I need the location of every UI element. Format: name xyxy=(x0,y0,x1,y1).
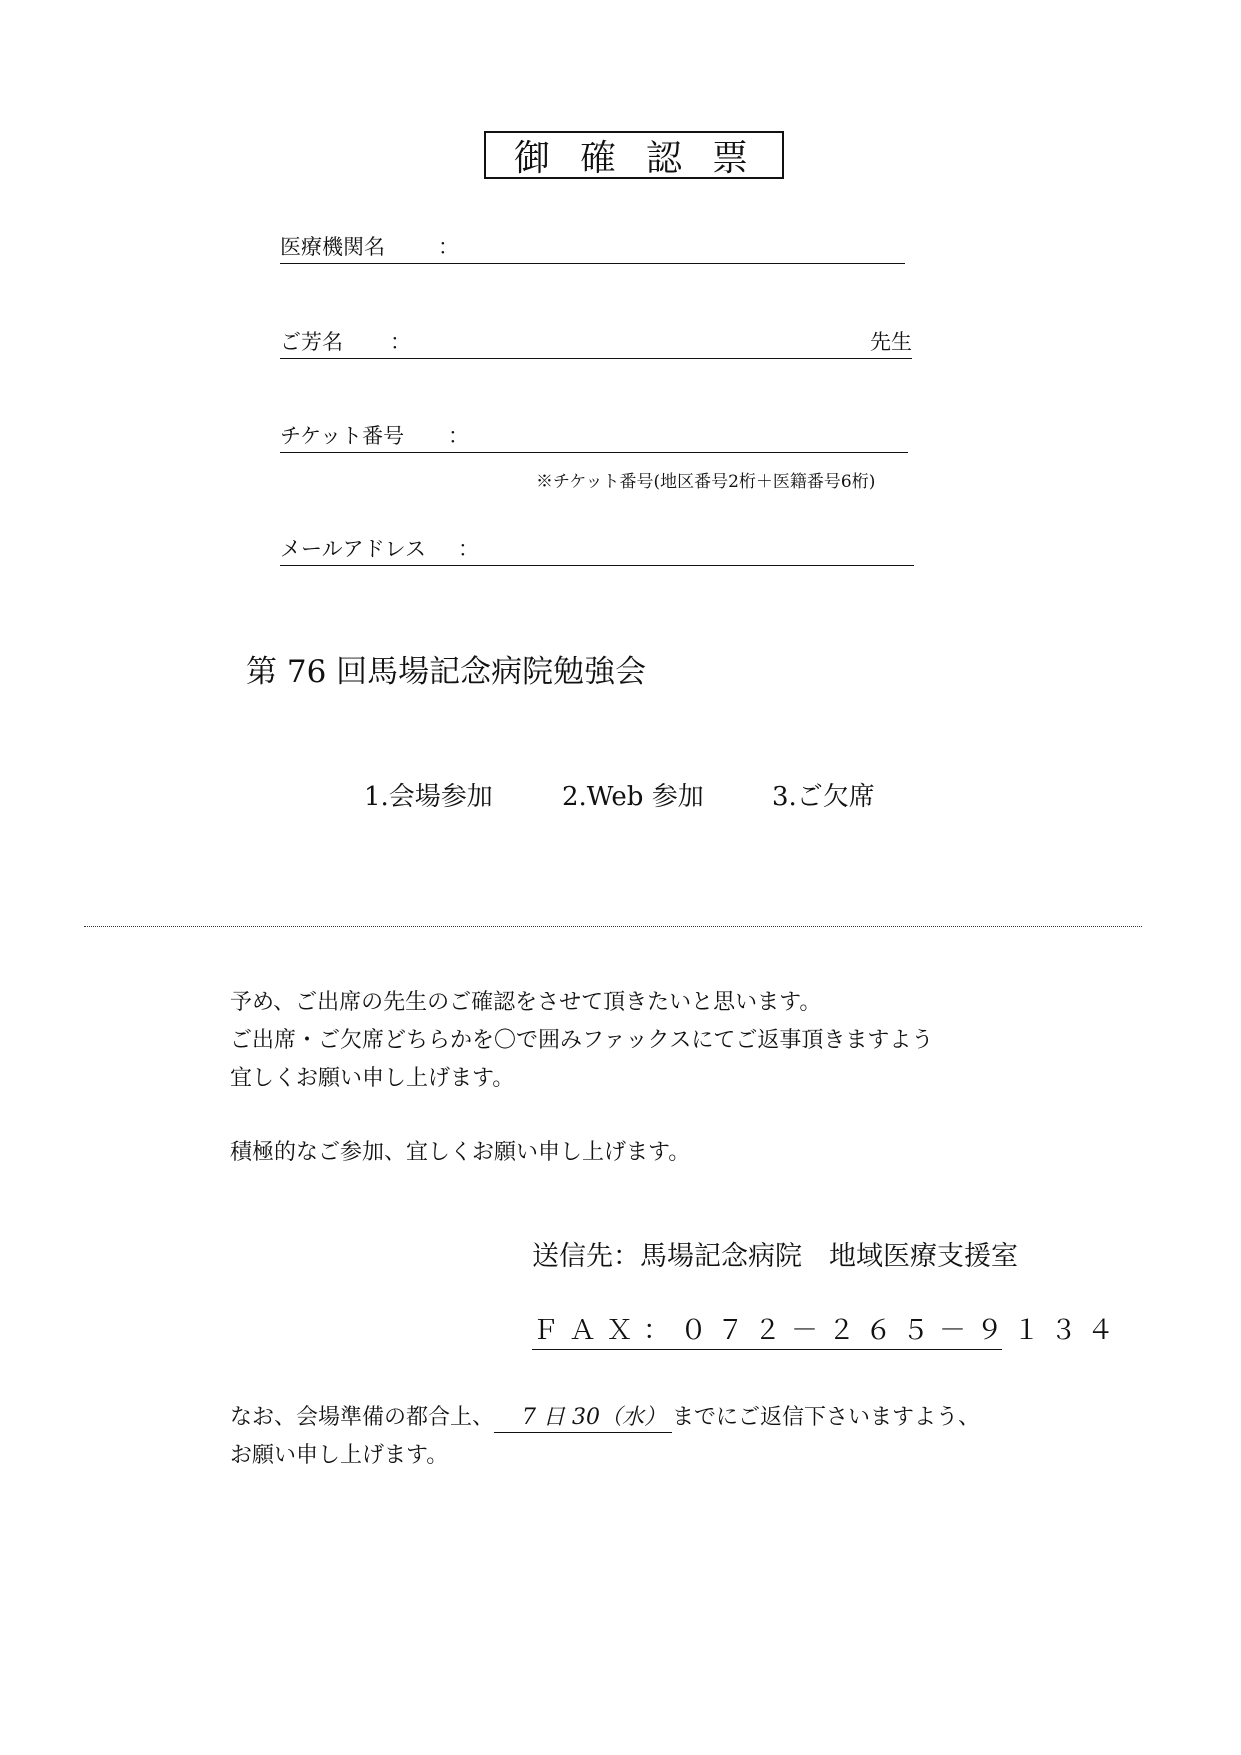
deadline-date: 7 日 30（水） xyxy=(494,1404,672,1433)
cut-line-divider xyxy=(84,926,1142,927)
option-absent[interactable]: 3.ご欠席 xyxy=(772,782,875,812)
name-field[interactable] xyxy=(280,330,912,359)
ticket-field[interactable] xyxy=(280,424,908,453)
fax-number: ＦＡＸ：０７２－２６５－９１３４ xyxy=(532,1308,1002,1350)
body-line-3: 宜しくお願い申し上げます。 xyxy=(230,1066,515,1091)
body-line-4: 積極的なご参加、宜しくお願い申し上げます。 xyxy=(230,1140,691,1165)
name-suffix: 先生 xyxy=(870,330,912,354)
option-web[interactable]: 2.Web 参加 xyxy=(562,782,704,812)
institution-label: 医療機関名 xyxy=(280,235,385,259)
event-title: 第 76 回馬場記念病院勉強会 xyxy=(246,654,647,690)
name-colon: ： xyxy=(390,330,411,354)
body-line-1: 予め、ご出席の先生のご確認をさせて頂きたいと思います。 xyxy=(230,990,822,1015)
institution-field[interactable] xyxy=(280,235,905,264)
name-label: ご芳名 xyxy=(280,330,343,354)
email-field[interactable] xyxy=(280,537,914,566)
ticket-label: チケット番号 xyxy=(280,424,405,448)
closing-suffix: までにご返信下さいますよう、 xyxy=(672,1405,981,1430)
send-to: 送信先：馬場記念病院 地域医療支援室 xyxy=(532,1241,1018,1272)
closing-line-1 xyxy=(230,1398,980,1438)
closing-line-2: お願い申し上げます。 xyxy=(230,1443,449,1468)
body-line-2: ご出席・ご欠席どちらかを〇で囲みファックスにてご返事頂きますよう xyxy=(230,1028,934,1053)
institution-colon: ： xyxy=(438,235,459,259)
ticket-colon: ： xyxy=(448,424,469,448)
email-label: メールアドレス xyxy=(280,537,426,561)
option-venue[interactable]: 1.会場参加 xyxy=(364,782,493,812)
ticket-note: ※チケット番号(地区番号2桁＋医籍番号6桁) xyxy=(536,472,876,492)
closing-prefix: なお、会場準備の都合上、 xyxy=(230,1405,495,1430)
document-title: 御確認票 xyxy=(484,131,784,179)
email-colon: ： xyxy=(458,537,479,561)
